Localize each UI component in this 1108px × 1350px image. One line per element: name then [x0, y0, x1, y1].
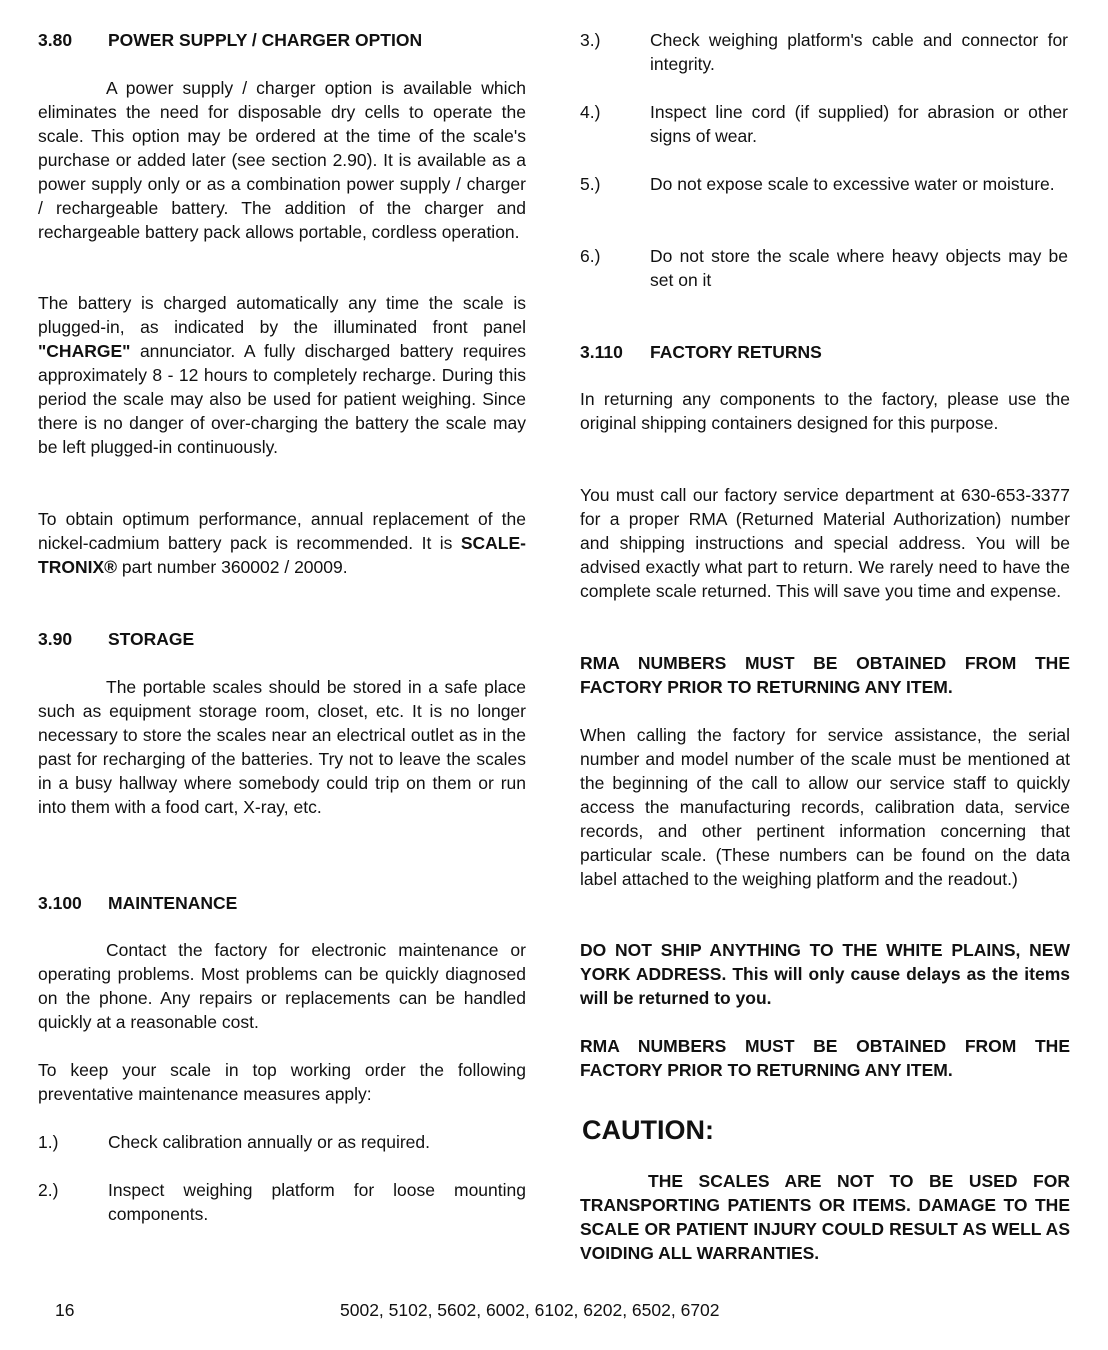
list-item: 6.) Do not store the scale where heavy objects may be set on it	[580, 246, 1068, 290]
paragraph-storage: The portable scales should be stored in a safe place such as equipment storage room, closet, etc. It is no longer necessary to store the scales near an electrical outlet as in the past for recharging of the batteries. Try not to leave the scales in a busy hallway where somebody could trip on them or run into them with a food cart, X-ray, etc.	[38, 677, 526, 817]
model-numbers: 5002, 5102, 5602, 6002, 6102, 6202, 6502, 6702	[340, 1300, 720, 1320]
section-heading-3-100: 3.100 MAINTENANCE	[38, 893, 238, 913]
paragraph-maintenance-measures: To keep your scale in top working order the following preventative maintenance measures apply:	[38, 1060, 526, 1104]
list-item: 1.) Check calibration annually or as required.	[38, 1132, 430, 1152]
paragraph-battery-replacement: To obtain optimum performance, annual replacement of the nickel-cadmium battery pack is recommended. It is SCALE-TRONIX® part number 360002 / 20009.	[38, 509, 526, 577]
paragraph-factory-returns: In returning any components to the factory, please use the original shipping containers designed for this purpose.	[580, 389, 1070, 433]
paragraph-power-supply: A power supply / charger option is available which eliminates the need for disposable dry cells to operate the scale. This option may be ordered at the time of the scale's purchase or added later (see section 2.90). It is available as a power supply only or as a combination power supply / charger / rechargeable battery. The addition of the charger and rechargeable battery pack allows portable, cordless operation.	[38, 78, 526, 242]
list-item: 4.) Inspect line cord (if supplied) for abrasion or other signs of wear.	[580, 102, 1068, 146]
shipping-warning: DO NOT SHIP ANYTHING TO THE WHITE PLAINS, NEW YORK ADDRESS. This will only cause delays as the items will be returned to you.	[580, 940, 1070, 1008]
paragraph-service-assistance: When calling the factory for service assistance, the serial number and model number of the scale must be mentioned at the beginning of the call to allow our service staff to quickly access the manufacturing records, calibration data, service records, and other pertinent information concerning that particular scale. (These numbers can be found on the data label attached to the weighing platform and the readout.)	[580, 725, 1070, 889]
paragraph-battery-charging: The battery is charged automatically any time the scale is plugged-in, as indicated by the illuminated front panel "CHARGE" annunciator. A fully discharged battery requires approximately 8 - 12 hours to completely recharge. During this period the scale may also be used for patient weighing. Since there is no danger of over-charging the battery the scale may be left plugged-in continuously.	[38, 293, 526, 457]
caution-heading: CAUTION:	[582, 1115, 714, 1145]
list-item: 5.) Do not expose scale to excessive water or moisture.	[580, 174, 1055, 194]
section-heading-3-90: 3.90 STORAGE	[38, 629, 195, 649]
paragraph-rma-call: You must call our factory service department at 630-653-3377 for a proper RMA (Returned Material Authorization) number and shipping instructions and special address. You will be advised exactly what part to return. We rarely need to have the complete scale returned. This will save you time and expense.	[580, 485, 1070, 601]
section-heading-3-80: 3.80 POWER SUPPLY / CHARGER OPTION	[38, 30, 423, 50]
caution-text: THE SCALES ARE NOT TO BE USED FOR TRANSPORTING PATIENTS OR ITEMS. DAMAGE TO THE SCALE OR PATIENT INJURY COULD RESULT AS WELL AS VOIDING ALL WARRANTIES.	[580, 1171, 1070, 1263]
page-number: 16	[55, 1300, 75, 1320]
list-item: 3.) Check weighing platform's cable and connector for integrity.	[580, 30, 1068, 74]
section-heading-3-110: 3.110 FACTORY RETURNS	[580, 342, 822, 362]
paragraph-maintenance: Contact the factory for electronic maintenance or operating problems. Most problems can be quickly diagnosed on the phone. Any repairs or replacements can be handled quickly at a reasonable cost.	[38, 940, 526, 1032]
rma-notice-repeat: RMA NUMBERS MUST BE OBTAINED FROM THE FACTORY PRIOR TO RETURNING ANY ITEM.	[580, 1036, 1070, 1080]
list-item: 2.) Inspect weighing platform for loose mounting components.	[38, 1180, 526, 1224]
rma-notice: RMA NUMBERS MUST BE OBTAINED FROM THE FACTORY PRIOR TO RETURNING ANY ITEM.	[580, 653, 1070, 697]
